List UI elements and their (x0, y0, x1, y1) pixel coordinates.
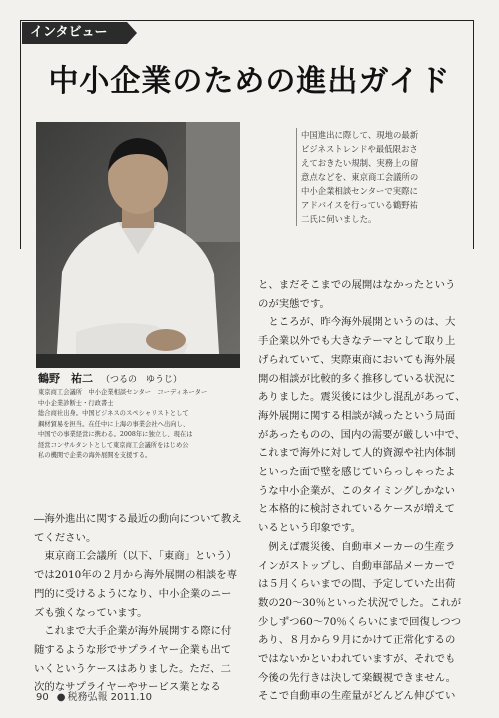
publication-name: 税務弘報 2011.10 (67, 692, 152, 703)
body-line: ズも強くなっています。 (34, 606, 148, 619)
body-column-right (258, 276, 472, 706)
body-line: 例えば震災後、自動車メーカーの生産ラ (258, 540, 456, 553)
body-line: 手企業以外でも大きなテーマとして取り上 (258, 335, 456, 348)
bullet-icon: ● (56, 692, 66, 703)
bio-line: 中小企業診断士・行政書士 (38, 399, 114, 407)
bio-line: 東京商工会議所 中小企業相談センター コーディネーター (38, 389, 208, 396)
body-line: いるという印象です。 (258, 522, 362, 535)
page-title: 中小企業のための進出ガイド (48, 64, 451, 99)
portrait-figure-icon (36, 122, 240, 368)
body-line: インがストップし、自動車部品メーカーで (258, 559, 455, 572)
lead-line: えておきたい規制、実務上の留 (301, 158, 419, 168)
body-line: があったものの、国内の需要が厳しい中で、 (258, 428, 466, 441)
body-line: といった面で壁を感じていらっしゃったよ (258, 466, 456, 479)
name-reading: （つるの ゆうじ） (101, 375, 183, 385)
lead-line: アドバイスを行っている鶴野祐 (301, 200, 418, 210)
body-line: 海外展開に関する相談が減ったという局面 (258, 409, 456, 422)
interviewee-name (38, 370, 182, 386)
lead-line: ビジネストレンドや最低限おさ (301, 144, 418, 154)
body-line: 少しずつ60～70％くらいにまで回復しつつ (258, 615, 462, 628)
body-column-left (34, 510, 242, 697)
body-line: では2010年の２月から海外展開の相談を専 (34, 569, 238, 582)
body-line: うな中小企業が、このタイミングしかない (258, 484, 456, 497)
body-line: 門的に受けるようになり、中小企業のニー (34, 587, 232, 600)
body-line: これまで海外に対して人的資源や社内体制 (258, 447, 456, 460)
page-number: 90 (36, 692, 49, 703)
bio-line: 中国での事業経営に携わる。2008年に独立し、現在は (38, 431, 193, 438)
body-line: これまで大手企業が海外展開する際に付 (34, 625, 232, 638)
body-line: 次的なサプライヤーやサービス業となる (34, 681, 221, 694)
body-line: ところが、昨今海外展開というのは、大 (258, 316, 456, 329)
body-line: は５月くらいまでの間、予定していた出荷 (258, 578, 456, 591)
body-line: てください。 (34, 531, 97, 544)
lead-text (296, 128, 459, 226)
body-line: 随するような形でサプライヤー企業も出て (34, 643, 232, 656)
lead-line: 二氏に伺いました。 (301, 214, 377, 224)
body-line: ありました。震災後には少し混乱があって、 (258, 391, 466, 404)
section-label: インタビュー (22, 22, 127, 44)
body-line: そこで自動車の生産量がどんどん伸びてい (258, 690, 456, 703)
body-line: 開の相談が比較的多く推移している状況に (258, 372, 456, 385)
body-line: 数の20～30％といった状況でした。これが (258, 596, 462, 609)
interviewee-bio (38, 388, 238, 462)
body-line: のが実態です。 (258, 297, 330, 310)
body-line: ではないかといわれていますが、それでも (258, 653, 456, 666)
lead-line: 中国進出に際して、現地の最新 (301, 130, 419, 140)
body-line: あり、８月から９月にかけて正常化するの (258, 634, 456, 647)
page-footer (36, 688, 152, 703)
body-line: と、まだそこまでの展開はなかったという (258, 279, 456, 291)
name-text: 鶴野 祐二 (38, 372, 93, 385)
body-line: と本格的に検討されているケースが増えて (258, 503, 455, 516)
body-line: ―海外進出に関する最近の動向について教え (34, 513, 242, 525)
bio-line: 経営コンサルタントとして東京商工会議所をはじめ公 (38, 441, 189, 449)
lead-line: 意点などを、東京商工会議所の (301, 172, 419, 182)
bio-line: 私の機関で企業の海外展開を支援する。 (38, 452, 152, 459)
body-line: いくというケースはありました。ただ、二 (34, 662, 231, 675)
body-line: 今後の先行きは決して楽観視できません。 (258, 671, 457, 684)
lead-line: 中小企業相談センターで実際に (301, 186, 418, 196)
body-line: げられていて、実際東商においても海外展 (258, 353, 456, 366)
bio-line: 鋼材貿易を担当。在任中に上海の事業会社へ出向し、 (38, 420, 190, 428)
bio-line: 総合商社出身。中国ビジネスのスペシャリストとして (38, 410, 189, 417)
portrait-photo (36, 122, 240, 368)
body-line: 東京商工会議所（以下、「東商」という） (34, 550, 237, 563)
